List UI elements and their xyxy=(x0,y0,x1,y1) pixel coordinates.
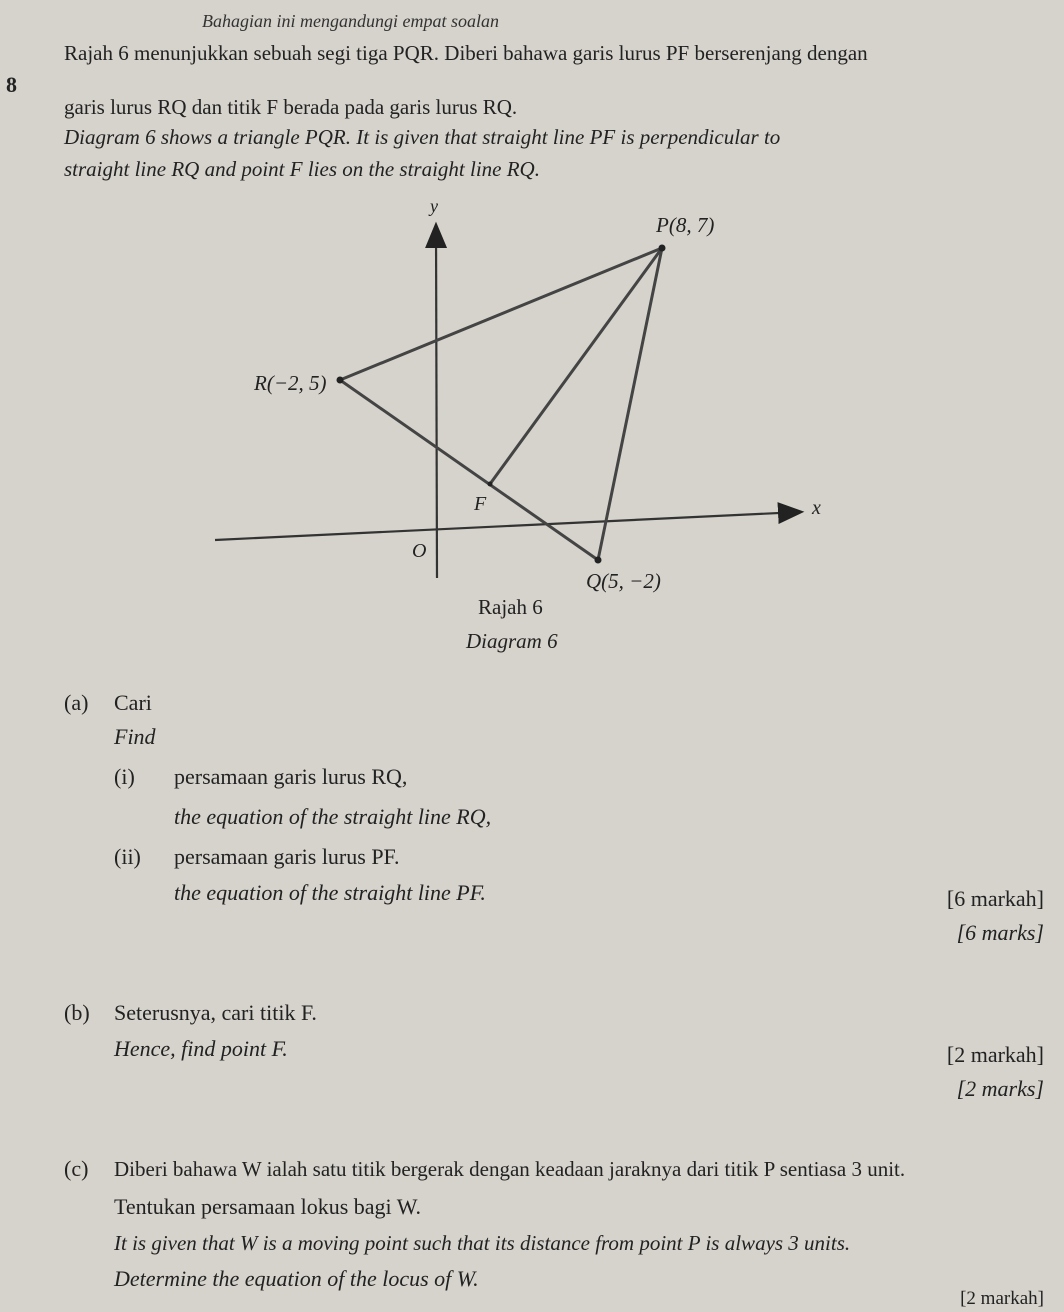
section-header: Bahagian ini mengandungi empat soalan xyxy=(202,11,499,31)
y-axis xyxy=(436,226,437,578)
part-c-en-line-2: Determine the equation of the locus of W. xyxy=(114,1266,479,1291)
intro-ms-line-2: garis lurus RQ dan titik F berada pada garis lurus RQ. xyxy=(64,95,518,119)
intro-ms-line-1: Rajah 6 menunjukkan sebuah segi tiga PQR. Diberi bahawa garis lurus PF berserenjang dengan xyxy=(64,41,868,65)
part-b-label: (b) xyxy=(64,1000,90,1025)
part-a-marks-en: [6 marks] xyxy=(956,920,1044,945)
point-R xyxy=(337,377,344,384)
part-a-ms: Cari xyxy=(114,690,152,715)
intro-en-line-2: straight line RQ and point F lies on the straight line RQ. xyxy=(64,157,540,181)
part-c-ms-line-2: Tentukan persamaan lokus bagi W. xyxy=(114,1194,422,1219)
part-a-ii-label: (ii) xyxy=(114,844,141,869)
part-c-ms-line-1: Diberi bahawa W ialah satu titik bergerak dengan keadaan jaraknya dari titik P sentiasa 3 unit. xyxy=(114,1157,906,1181)
part-c-label: (c) xyxy=(64,1156,89,1181)
part-a-i-en: the equation of the straight line RQ, xyxy=(174,804,492,829)
label-Q: Q(5, −2) xyxy=(586,569,661,593)
part-a-i-label: (i) xyxy=(114,764,135,789)
part-c-marks-ms: [2 markah] xyxy=(960,1288,1044,1309)
origin-label: O xyxy=(412,540,427,562)
part-a-i-ms: persamaan garis lurus RQ, xyxy=(174,764,408,789)
part-c-en-line-1: It is given that W is a moving point such that its distance from point P is always 3 units. xyxy=(114,1231,851,1255)
part-a-marks-ms: [6 markah] xyxy=(946,886,1044,911)
side-PQ xyxy=(598,248,662,560)
label-F: F xyxy=(474,493,487,515)
label-R: R(−2, 5) xyxy=(254,371,327,395)
point-Q xyxy=(595,557,602,564)
part-b-marks-en: [2 marks] xyxy=(956,1076,1044,1101)
part-a-ii-ms: persamaan garis lurus PF. xyxy=(174,844,400,869)
intro-en-line-1: Diagram 6 shows a triangle PQR. It is given that straight line PF is perpendicular to xyxy=(64,125,781,149)
point-F xyxy=(488,482,493,487)
point-P xyxy=(659,245,666,252)
y-axis-label: y xyxy=(430,196,438,216)
part-b-marks-ms: [2 markah] xyxy=(946,1042,1044,1067)
part-a-ii-en: the equation of the straight line PF. xyxy=(174,880,486,905)
x-axis xyxy=(215,512,800,540)
x-axis-label: x xyxy=(812,497,821,519)
caption-ms: Rajah 6 xyxy=(478,595,543,619)
part-b-en: Hence, find point F. xyxy=(114,1036,288,1061)
part-b-ms: Seterusnya, cari titik F. xyxy=(114,1000,317,1025)
caption-en: Diagram 6 xyxy=(466,629,558,653)
part-a-label: (a) xyxy=(64,690,89,715)
part-a-en: Find xyxy=(114,724,156,749)
label-P: P(8, 7) xyxy=(656,213,715,237)
question-number: 8 xyxy=(6,72,17,97)
